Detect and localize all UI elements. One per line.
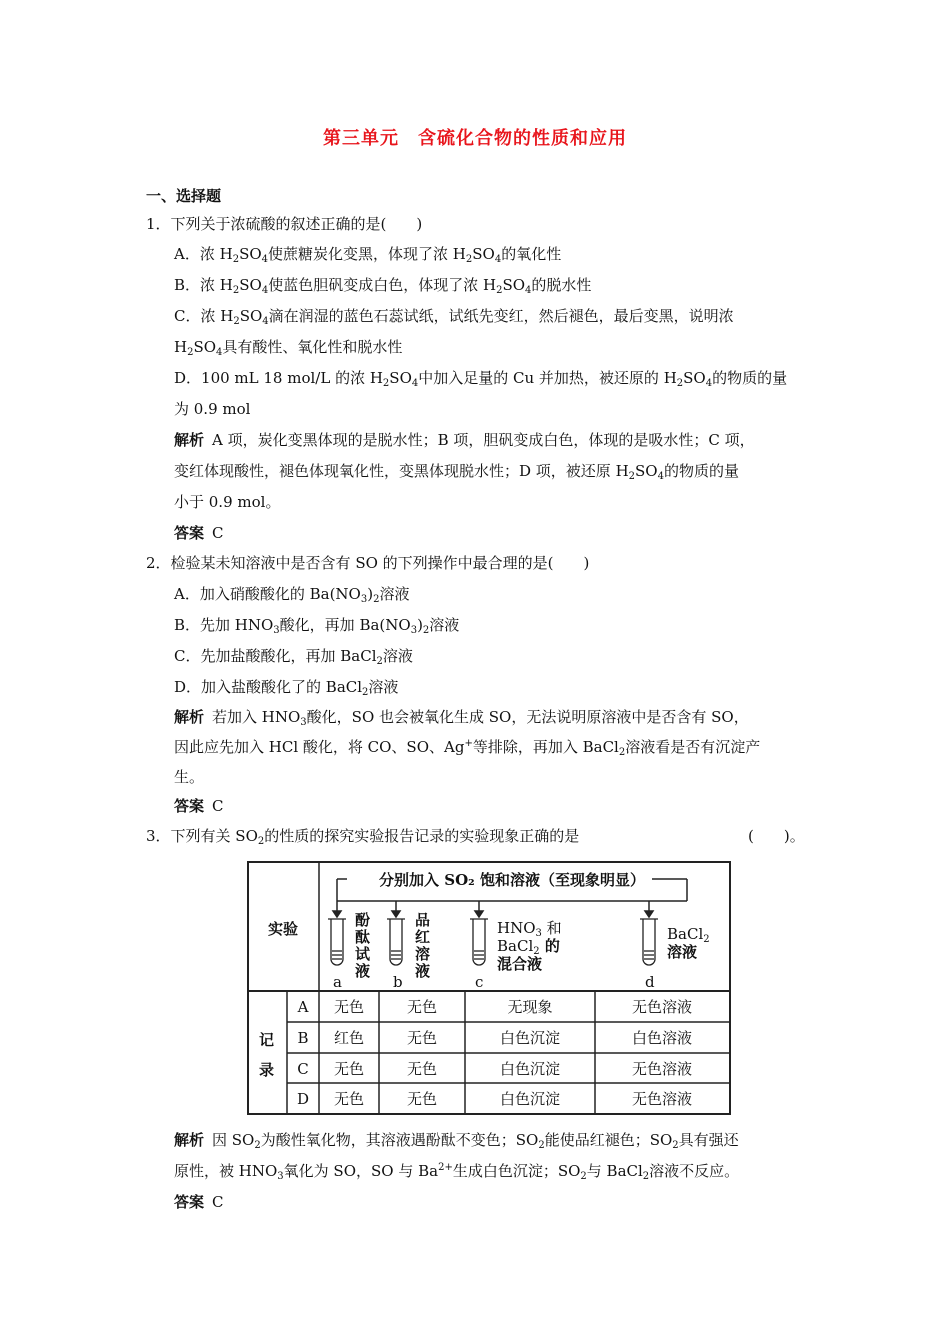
q1-option-d-line2: 为 0.9 mol [174, 400, 251, 418]
tube-a-label-1: 酚 [355, 911, 371, 929]
q3-analysis-line1: 解析 因 $SO_2$为酸性氧化物，其溶液遇酚酞不变色；$SO_2$能使品红褪色；$SO_2$具有强还 [174, 1131, 739, 1151]
q1-option-c-line1: C．浓 $H_2SO_4$滴在润湿的蓝色石蕊试纸，试纸先变红，然后褪色，最后变黑，说明浓 [174, 307, 734, 327]
tube-a-label-3: 试 [355, 945, 371, 963]
q3-answer-paren: ( )。 [748, 827, 805, 845]
q2-option-c: C．先加盐酸酸化，再加 BaCl$_2$溶液 [174, 647, 413, 667]
q1-analysis-line2: 变红体现酸性，褪色体现氧化性，变黑体现脱水性；D 项，被还原 $H_2SO_4$的物质的量 [174, 462, 739, 482]
tube-d-label-2: 溶液 [667, 943, 698, 961]
tube-d-label-1: BaCl$_2$ [667, 925, 710, 945]
q2-option-a: A．加入硝酸酸化的 $Ba(NO_3)_2$溶液 [174, 585, 410, 605]
table-header: 分别加入 SO₂ 饱和溶液（至现象明显） [379, 871, 645, 889]
row-a-cell-1: 无色 [333, 998, 365, 1016]
tube-a-label-2: 酞 [355, 928, 371, 946]
q2-analysis-line1: 解析 若加入 $HNO_3$酸化，SO 也会被氧化生成 SO，无法说明原溶液中是否含有 SO， [174, 708, 749, 728]
tube-letter-b: b [393, 973, 403, 991]
tube-a-label-4: 液 [355, 962, 371, 980]
q1-answer: 答案 C [174, 524, 224, 542]
row-d-cell-1: 无色 [333, 1090, 365, 1108]
record-label-2: 录 [259, 1061, 275, 1079]
q1-option-b: B．浓 $H_2SO_4$使蓝色胆矾变成白色，体现了浓 $H_2SO_4$的脱水性 [174, 276, 592, 296]
test-tube-d [640, 919, 658, 965]
q1-option-a: A．浓 $H_2SO_4$使蔗糖炭化变黑，体现了浓 $H_2SO_4$的氧化性 [174, 245, 562, 265]
row-b-cell-2: 无色 [406, 1029, 438, 1047]
q1-analysis-line1: 解析 A 项，炭化变黑体现的是脱水性；B 项，胆矾变成白色，体现的是吸水性；C 项， [174, 431, 755, 449]
section-heading: 一、选择题 [146, 187, 222, 205]
q1-stem: 1．下列关于浓硫酸的叙述正确的是( ) [146, 215, 423, 233]
q2-analysis-line2: 因此应先加入 HCl 酸化，将 CO、SO、Ag+等排除，再加入 BaCl$_2$溶液看是否有沉淀产 [174, 738, 761, 758]
row-c-cell-4: 无色溶液 [631, 1060, 693, 1078]
tube-c-label-3: 混合液 [497, 955, 543, 973]
q2-option-b: B．先加 $HNO_3$酸化，再加 $Ba(NO_3)_2$溶液 [174, 616, 460, 636]
tube-c-label-2: BaCl$_2$ 的 [497, 937, 560, 957]
row-a-cell-3: 无现象 [507, 998, 553, 1016]
row-c-cell-3: 白色沉淀 [499, 1060, 561, 1078]
row-c-cell-1: 无色 [333, 1060, 365, 1078]
tube-b-label-3: 溶 [415, 945, 431, 963]
row-a-cell-2: 无色 [406, 998, 438, 1016]
tube-b-label-2: 红 [415, 928, 431, 946]
tube-letter-c: c [475, 973, 484, 991]
row-d-cell-3: 白色沉淀 [499, 1090, 561, 1108]
row-b-cell-1: 红色 [333, 1029, 365, 1047]
tube-letter-a: a [333, 973, 342, 991]
q3-analysis-line2: 原性，被 $HNO_3$氧化为 SO，SO 与 $Ba^{2+}$生成白色沉淀；$SO_2$与 BaCl$_2$溶液不反应。 [174, 1162, 740, 1182]
row-b-cell-3: 白色沉淀 [499, 1029, 561, 1047]
q1-option-d-line1: D．100 mL 18 mol/L 的浓 $H_2SO_4$中加入足量的 Cu 并加热，被还原的 $H_2SO_4$的物质的量 [174, 369, 788, 389]
document-title: 第三单元 含硫化合物的性质和应用 [323, 128, 627, 149]
row-d-cell-2: 无色 [406, 1090, 438, 1108]
tube-c-label-1: $HNO_3$ 和 [497, 919, 562, 939]
record-label-1: 记 [259, 1031, 275, 1049]
row-a-cell-4: 无色溶液 [631, 998, 693, 1016]
q1-analysis-line3: 小于 0.9 mol。 [174, 493, 281, 511]
tube-b-label-4: 液 [415, 962, 431, 980]
experiment-label: 实验 [267, 920, 299, 938]
arrows [333, 901, 653, 917]
q2-analysis-line3: 生。 [174, 768, 205, 786]
test-tube-b [387, 919, 405, 965]
q3-answer: 答案 C [174, 1193, 224, 1211]
row-b-cell-4: 白色溶液 [631, 1029, 693, 1047]
tube-letter-d: d [645, 973, 655, 991]
row-a-option: A [297, 998, 309, 1016]
tube-b-label-1: 品 [415, 911, 431, 929]
experiment-table [247, 861, 731, 1115]
q1-option-c-line2: $H_2SO_4$具有酸性、氧化性和脱水性 [174, 338, 403, 358]
row-d-cell-4: 无色溶液 [631, 1090, 693, 1108]
test-tube-c [470, 919, 488, 965]
q2-option-d: D．加入盐酸酸化了的 BaCl$_2$溶液 [174, 678, 399, 698]
row-c-option: C [297, 1060, 309, 1078]
test-tube-a [328, 919, 346, 965]
q3-stem: 3．下列有关 $SO_2$的性质的探究实验报告记录的实验现象正确的是 [146, 827, 580, 847]
q2-stem: 2．检验某未知溶液中是否含有 SO 的下列操作中最合理的是( ) [146, 554, 590, 572]
row-b-option: B [297, 1029, 309, 1047]
row-c-cell-2: 无色 [406, 1060, 438, 1078]
row-d-option: D [296, 1090, 310, 1108]
q2-answer: 答案 C [174, 797, 224, 815]
